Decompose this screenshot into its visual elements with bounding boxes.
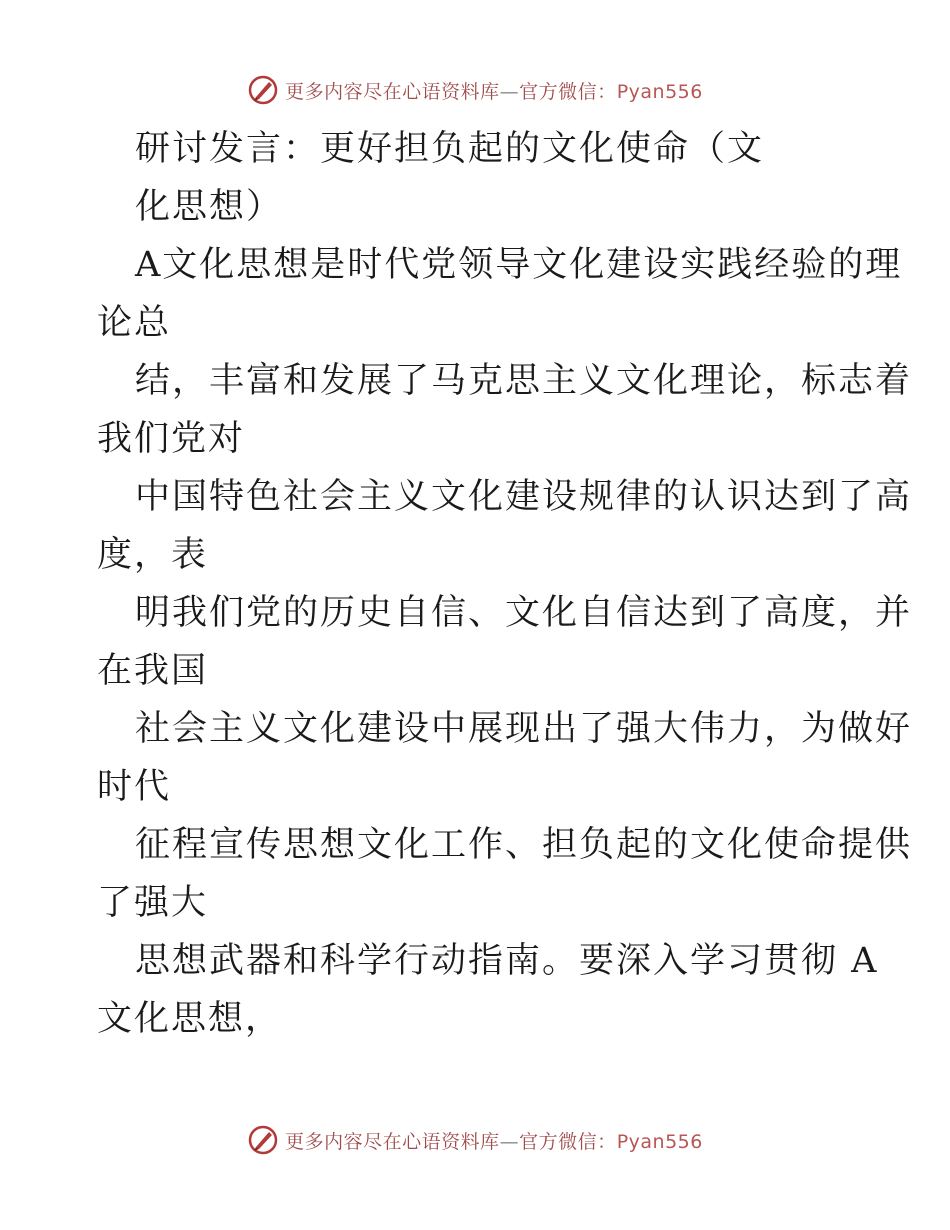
paragraph-line: 度，表: [97, 535, 209, 575]
paragraph-line: A文化思想是时代党领导文化建设实践经验的理: [135, 245, 903, 285]
document-title-line-2: 化思想）: [135, 187, 284, 227]
paragraph-line: 论总: [97, 303, 172, 343]
header-banner: [0, 70, 950, 110]
footer-banner: [0, 1120, 950, 1160]
banner-title: 更多内容尽在心语资料库: [285, 1130, 500, 1153]
banner-title: 更多内容尽在心语资料库: [285, 80, 500, 103]
paragraph-line: 中国特色社会主义文化建设规律的认识达到了高: [135, 477, 913, 517]
paragraph-line: 明我们党的历史自信、文化自信达到了高度，并: [135, 593, 913, 633]
paragraph-line: 征程宣传思想文化工作、担负起的文化使命提供: [135, 825, 913, 865]
banner-separator: —: [499, 80, 520, 103]
paragraph-line: 社会主义文化建设中展现出了强大伟力，为做好: [135, 709, 913, 749]
banner-contact-id: Pyan556: [616, 80, 703, 103]
header-banner-text: [285, 77, 703, 104]
paragraph-line: 了强大: [97, 883, 209, 923]
banner-contact-id: Pyan556: [616, 1130, 703, 1153]
banner-contact-label: 官方微信：: [519, 80, 617, 103]
paragraph-line: 文化思想，: [97, 999, 283, 1039]
banner-separator: —: [499, 1130, 520, 1153]
footer-banner-text: [285, 1127, 703, 1154]
paragraph-line: 在我国: [97, 651, 209, 691]
paragraph-line: 思想武器和科学行动指南。要深入学习贯彻 A: [135, 941, 879, 981]
quill-pen-logo-icon: [247, 1124, 279, 1156]
document-title-line-1: 研讨发言：更好担负起的文化使命（文: [135, 129, 765, 169]
paragraph-line: 时代: [97, 767, 172, 807]
quill-pen-logo-icon: [247, 74, 279, 106]
document-body: [97, 120, 913, 1048]
banner-contact-label: 官方微信：: [519, 1130, 617, 1153]
paragraph-line: 结，丰富和发展了马克思主义文化理论，标志着: [135, 361, 913, 401]
paragraph-line: 我们党对: [97, 419, 246, 459]
